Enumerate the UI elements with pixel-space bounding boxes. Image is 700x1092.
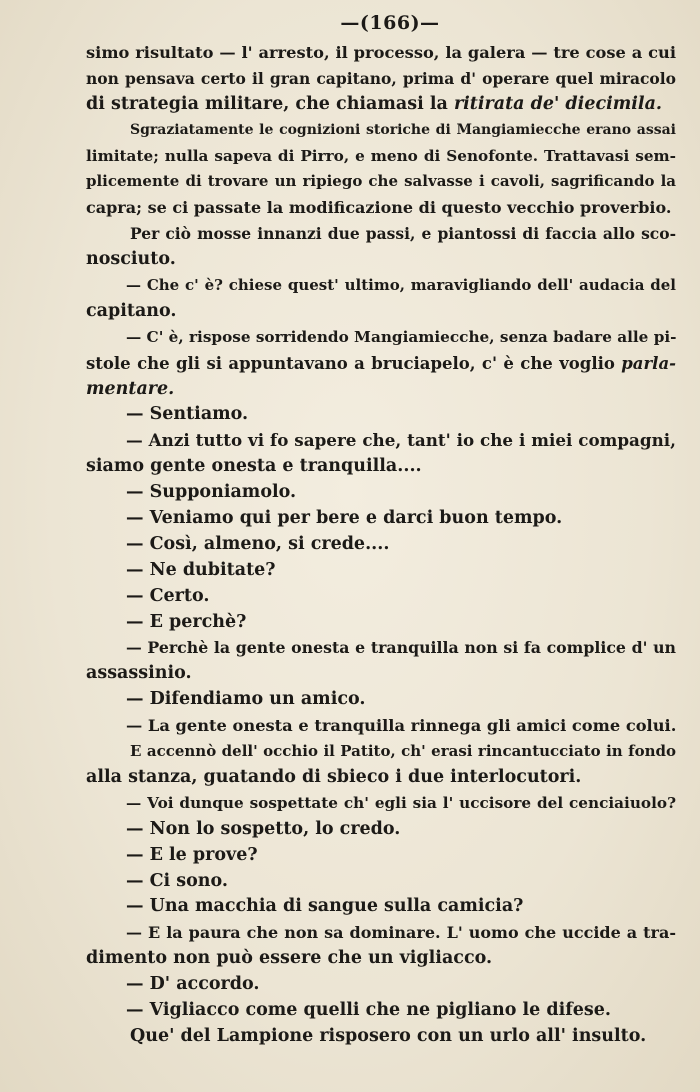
line-text: Per ciò mosse innanzi due passi, e piantossi di faccia allo sco- [130,224,676,244]
text-line [86,299,676,325]
line-text: — Una macchia di sangue sulla camicia? [126,896,524,917]
line-text: capra; se ci passate la modificazione di questo vecchio proverbio. [86,198,672,218]
line-text: — Ci sono. [126,870,228,891]
line-text: — Così, almeno, si crede.... [126,533,390,554]
text-line [86,1024,676,1050]
italic-text: parla- [621,353,676,373]
line-text: — Veniamo qui per bere e darci buon tempo. [126,508,563,529]
line-text: — Voi dunque sospettate ch' egli sia l' uccisore del cenciaiuolo? [126,793,676,812]
line-text: — Supponiamolo. [126,482,297,503]
text-line [86,869,676,895]
text-line [86,894,676,920]
text-line [86,118,676,144]
text-line [86,273,676,299]
text-line [86,791,676,817]
text-line [86,351,676,377]
text-line [86,739,676,765]
line-text: — Non lo sospetto, lo credo. [126,818,401,839]
text-line [86,584,676,610]
text-line [86,687,676,713]
line-text: simo risultato — l' arresto, il processo, la galera — tre cose a cui [86,43,676,62]
text-line [86,428,676,454]
line-text: — C' è, rispose sorridendo Mangiamiecche, senza badare alle pi- [126,327,677,346]
line-text: capitano. [86,300,177,321]
text-line [86,610,676,636]
line-text: — D' accordo. [126,974,260,995]
line-text: nosciuto. [86,249,176,270]
line-text: — Vigliacco come quelli che ne pigliano le difese. [126,999,611,1020]
line-text: — Difendiamo un amico. [126,689,366,710]
text-line [86,402,676,428]
line-text: E accennò dell' occhio il Patito, ch' erasi rincantucciato in fondo [130,742,676,761]
text-line [86,325,676,351]
text-line [86,221,676,247]
text-line [86,817,676,843]
text-line [86,454,676,480]
line-text: dimento non può essere che un vigliacco. [86,948,493,969]
text-line [86,169,676,195]
line-text: — Sentiamo. [126,404,249,425]
text-line [86,506,676,532]
text-line [86,713,676,739]
line-text: — Certo. [126,585,210,606]
text-line [86,247,676,273]
line-text: alla stanza, guatando di sbieco i due interlocutori. [86,766,582,787]
text-line [86,144,676,170]
line-text: non pensava certo il gran capitano, prima d' operare quel miracolo [86,68,676,88]
text-line [86,92,676,118]
line-text: — Che c' è? chiese quest' ultimo, maravigliando dell' audacia del [126,276,676,295]
text-line [86,532,676,558]
text-line [86,558,676,584]
text-line [86,972,676,998]
italic-text: mentare. [86,378,175,399]
text-line [86,480,676,506]
line-text: siamo gente onesta e tranquilla.... [86,456,422,477]
page-number: —(166)— [340,12,440,34]
body-text [86,40,676,1050]
text-line [86,946,676,972]
text-line [86,195,676,221]
line-text: Que' del Lampione risposero con un urlo all' insulto. [130,1025,647,1046]
text-line [86,635,676,661]
line-text: — E la paura che non sa dominare. L' uomo che uccide a tra- [126,923,676,943]
line-text: stole che gli si appuntavano a bruciapelo, c' è che voglio [86,353,622,373]
line-text: plicemente di trovare un ripiego che salvasse i cavoli, sagrificando la [86,172,676,191]
line-text: — E le prove? [126,844,258,865]
text-line [86,40,676,66]
line-text: — E perchè? [126,611,247,632]
line-text: limitate; nulla sapeva di Pirro, e meno di Senofonte. Trattavasi sem- [86,146,676,165]
line-text: — Anzi tutto vi fo sapere che, tant' io che i miei compagni, [126,430,676,451]
italic-text: ritirata de' diecimila. [453,93,662,114]
text-line [86,765,676,791]
text-line [86,377,676,403]
line-text: — Ne dubitate? [126,559,276,580]
line-text: — La gente onesta e tranquilla rinnega gli amici come colui. [126,716,677,736]
text-line [86,66,676,92]
text-line [86,998,676,1024]
line-text: Sgraziatamente le cognizioni storiche di Mangiamiecche erano assai [130,121,676,138]
text-line [86,843,676,869]
line-text: di strategia militare, che chiamasi la [86,93,454,114]
text-line [86,661,676,687]
line-text: assassinio. [86,663,192,684]
text-line [86,920,676,946]
line-text: — Perchè la gente onesta e tranquilla non si fa complice d' un [126,638,676,658]
